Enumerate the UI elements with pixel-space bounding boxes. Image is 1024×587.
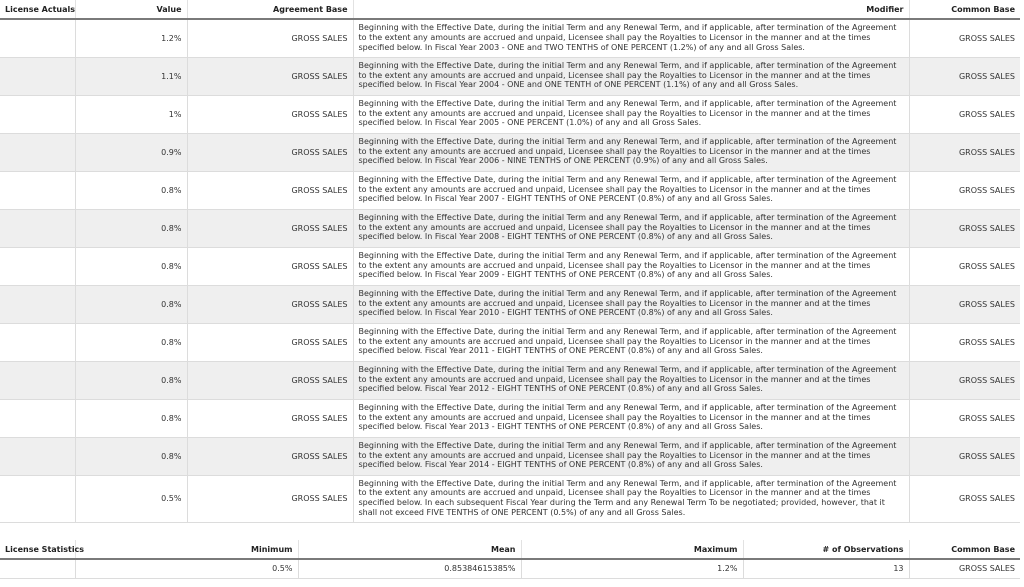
header-observations[interactable]: # of Observations [743,540,909,559]
value-cell: 0.9% [75,133,187,171]
modifier-cell: Beginning with the Effective Date, during the initial Term and any Renewal Term, and if applicable, after termination of the Agreement to the extent any amounts are accrued and unpaid, Licensee shall pay the Royalties to Licensor in the manner and at the times specified below. In Fiscal Year 2007 - EIGHT TENTHS of ONE PERCENT (0.8%) of any and all Gross Sales. [353,171,909,209]
license-statistics-table [0,540,1020,579]
actuals-header-row [0,0,1020,19]
modifier-cell: Beginning with the Effective Date, during the initial Term and any Renewal Term, and if applicable, after termination of the Agreement to the extent any amounts are accrued and unpaid, Licensee shall pay the Royalties to Licensor in the manner and at the times specified below. In Fiscal Year 2010 - EIGHT TENTHS of ONE PERCENT (0.8%) of any and all Gross Sales. [353,285,909,323]
table-row [0,399,1020,437]
agreement-base-cell: GROSS SALES [187,57,353,95]
common-base-cell: GROSS SALES [909,57,1020,95]
value-cell: 0.8% [75,247,187,285]
license-actuals-cell [0,209,75,247]
value-cell: 0.8% [75,437,187,475]
license-actuals-cell [0,133,75,171]
observations-cell: 13 [743,559,909,578]
header-license-actuals[interactable]: License Actuals [0,0,75,19]
header-maximum[interactable]: Maximum [521,540,743,559]
common-base-cell: GROSS SALES [909,437,1020,475]
table-row [0,437,1020,475]
common-base-cell: GROSS SALES [909,361,1020,399]
value-cell: 0.8% [75,399,187,437]
stats-common-base-cell: GROSS SALES [909,559,1020,578]
table-row [0,361,1020,399]
common-base-cell: GROSS SALES [909,171,1020,209]
header-agreement-base[interactable]: Agreement Base [187,0,353,19]
license-actuals-cell [0,95,75,133]
table-row [0,133,1020,171]
value-cell: 1.2% [75,19,187,57]
common-base-cell: GROSS SALES [909,323,1020,361]
common-base-cell: GROSS SALES [909,133,1020,171]
header-value[interactable]: Value [75,0,187,19]
common-base-cell: GROSS SALES [909,475,1020,522]
table-row [0,285,1020,323]
header-stats-common-base[interactable]: Common Base [909,540,1020,559]
license-actuals-cell [0,361,75,399]
agreement-base-cell: GROSS SALES [187,133,353,171]
common-base-cell: GROSS SALES [909,285,1020,323]
license-statistics-cell [0,559,75,578]
table-row [0,95,1020,133]
minimum-cell: 0.5% [75,559,298,578]
stats-header-row [0,540,1020,559]
value-cell: 0.5% [75,475,187,522]
table-row [0,475,1020,522]
table-row [0,323,1020,361]
modifier-cell: Beginning with the Effective Date, during the initial Term and any Renewal Term, and if applicable, after termination of the Agreement to the extent any amounts are accrued and unpaid, Licensee shall pay the Royalties to Licensor in the manner and at the times specified below. Fiscal Year 2011 - EIGHT TENTHS of ONE PERCENT (0.8%) of any and all Gross Sales. [353,323,909,361]
modifier-cell: Beginning with the Effective Date, during the initial Term and any Renewal Term, and if applicable, after termination of the Agreement to the extent any amounts are accrued and unpaid, Licensee shall pay the Royalties to Licensor in the manner and at the times specified below. In Fiscal Year 2004 - ONE and ONE TENTH of ONE PERCENT (1.1%) of any and all Gross Sales. [353,57,909,95]
common-base-cell: GROSS SALES [909,399,1020,437]
agreement-base-cell: GROSS SALES [187,361,353,399]
header-mean[interactable]: Mean [298,540,521,559]
agreement-base-cell: GROSS SALES [187,475,353,522]
agreement-base-cell: GROSS SALES [187,323,353,361]
common-base-cell: GROSS SALES [909,209,1020,247]
license-actuals-cell [0,475,75,522]
agreement-base-cell: GROSS SALES [187,285,353,323]
license-actuals-cell [0,285,75,323]
table-row [0,247,1020,285]
maximum-cell: 1.2% [521,559,743,578]
license-actuals-cell [0,19,75,57]
modifier-cell: Beginning with the Effective Date, during the initial Term and any Renewal Term, and if applicable, after termination of the Agreement to the extent any amounts are accrued and unpaid, Licensee shall pay the Royalties to Licensor in the manner and at the times specified below. Fiscal Year 2014 - EIGHT TENTHS of ONE PERCENT (0.8%) of any and all Gross Sales. [353,437,909,475]
value-cell: 1% [75,95,187,133]
table-row [0,171,1020,209]
header-common-base[interactable]: Common Base [909,0,1020,19]
value-cell: 0.8% [75,285,187,323]
common-base-cell: GROSS SALES [909,19,1020,57]
modifier-cell: Beginning with the Effective Date, during the initial Term and any Renewal Term, and if applicable, after termination of the Agreement to the extent any amounts are accrued and unpaid, Licensee shall pay the Royalties to Licensor in the manner and at the times specified below. In Fiscal Year 2006 - NINE TENTHS of ONE PERCENT (0.9%) of any and all Gross Sales. [353,133,909,171]
table-row [0,19,1020,57]
value-cell: 1.1% [75,57,187,95]
license-actuals-cell [0,323,75,361]
header-modifier[interactable]: Modifier [353,0,909,19]
agreement-base-cell: GROSS SALES [187,95,353,133]
modifier-cell: Beginning with the Effective Date, during the initial Term and any Renewal Term, and if applicable, after termination of the Agreement to the extent any amounts are accrued and unpaid, Licensee shall pay the Royalties to Licensor in the manner and at the times specified below. In Fiscal Year 2003 - ONE and TWO TENTHS of ONE PERCENT (1.2%) of any and all Gross Sales. [353,19,909,57]
license-actuals-cell [0,57,75,95]
header-minimum[interactable]: Minimum [75,540,298,559]
value-cell: 0.8% [75,171,187,209]
modifier-cell: Beginning with the Effective Date, during the initial Term and any Renewal Term, and if applicable, after termination of the Agreement to the extent any amounts are accrued and unpaid, Licensee shall pay the Royalties to Licensor in the manner and at the times specified below. Fiscal Year 2012 - EIGHT TENTHS of ONE PERCENT (0.8%) of any and all Gross Sales. [353,361,909,399]
license-actuals-cell [0,171,75,209]
value-cell: 0.8% [75,361,187,399]
header-license-statistics[interactable]: License Statistics [0,540,75,559]
value-cell: 0.8% [75,323,187,361]
modifier-cell: Beginning with the Effective Date, during the initial Term and any Renewal Term, and if applicable, after termination of the Agreement to the extent any amounts are accrued and unpaid, Licensee shall pay the Royalties to Licensor in the manner and at the times specified below. In Fiscal Year 2005 - ONE PERCENT (1.0%) of any and all Gross Sales. [353,95,909,133]
stats-row [0,559,1020,578]
table-row [0,209,1020,247]
common-base-cell: GROSS SALES [909,95,1020,133]
agreement-base-cell: GROSS SALES [187,399,353,437]
agreement-base-cell: GROSS SALES [187,247,353,285]
value-cell: 0.8% [75,209,187,247]
agreement-base-cell: GROSS SALES [187,19,353,57]
license-actuals-cell [0,437,75,475]
agreement-base-cell: GROSS SALES [187,209,353,247]
modifier-cell: Beginning with the Effective Date, during the initial Term and any Renewal Term, and if applicable, after termination of the Agreement to the extent any amounts are accrued and unpaid, Licensee shall pay the Royalties to Licensor in the manner and at the times specified below. Fiscal Year 2013 - EIGHT TENTHS of ONE PERCENT (0.8%) of any and all Gross Sales. [353,399,909,437]
license-actuals-cell [0,247,75,285]
license-actuals-cell [0,399,75,437]
modifier-cell: Beginning with the Effective Date, during the initial Term and any Renewal Term, and if applicable, after termination of the Agreement to the extent any amounts are accrued and unpaid, Licensee shall pay the Royalties to Licensor in the manner and at the times specified below. In Fiscal Year 2008 - EIGHT TENTHS of ONE PERCENT (0.8%) of any and all Gross Sales. [353,209,909,247]
modifier-cell: Beginning with the Effective Date, during the initial Term and any Renewal Term, and if applicable, after termination of the Agreement to the extent any amounts are accrued and unpaid, Licensee shall pay the Royalties to Licensor in the manner and at the times specified below. In Fiscal Year 2009 - EIGHT TENTHS of ONE PERCENT (0.8%) of any and all Gross Sales. [353,247,909,285]
agreement-base-cell: GROSS SALES [187,171,353,209]
table-row [0,57,1020,95]
mean-cell: 0.85384615385% [298,559,521,578]
modifier-cell: Beginning with the Effective Date, during the initial Term and any Renewal Term, and if applicable, after termination of the Agreement to the extent any amounts are accrued and unpaid, Licensee shall pay the Royalties to Licensor in the manner and at the times specified below. In each subsequent Fiscal Year during the Term and any Renewal Term To be negotiated; provided, however, that it shall not exceed FIVE TENTHS of ONE PERCENT (0.5%) of any and all Gross Sales. [353,475,909,522]
agreement-base-cell: GROSS SALES [187,437,353,475]
common-base-cell: GROSS SALES [909,247,1020,285]
